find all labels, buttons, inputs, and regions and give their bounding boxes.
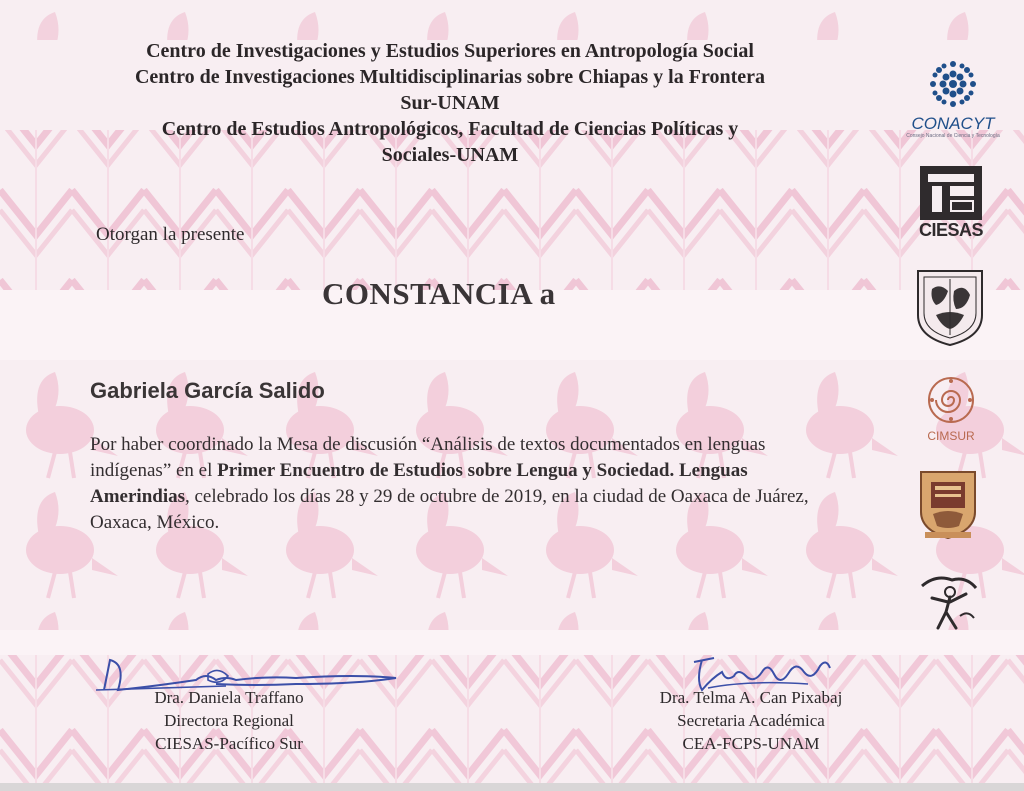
signatory-name: Dra. Telma A. Can Pixabaj [659, 688, 843, 707]
certificate-title: CONSTANCIA a [322, 276, 556, 311]
institution-line-1: Centro de Investigaciones y Estudios Superiores en Antropología Social [146, 40, 754, 62]
cimsur-logo [920, 376, 982, 452]
ciesas-wordmark: CIESAS [918, 220, 984, 240]
conacyt-dots-icon [927, 58, 979, 110]
cimsur-wordmark: CIMSUR [927, 429, 975, 443]
event-name: Primer Encuentro de Estudios sobre Lengua y Sociedad. Lenguas Amerindias [90, 460, 748, 507]
ciesas-logo [918, 166, 984, 244]
institution-line-2: Centro de Investigaciones Multidisciplinarias sobre Chiapas y la Frontera [134, 66, 766, 88]
cimsur-spiral-icon [927, 376, 975, 424]
body-text-1: Por haber coordinado la Mesa de discusión “Análisis de textos documentados en lenguas indígenas” en el [90, 434, 766, 481]
recipient-name: Gabriela García Salido [90, 378, 325, 403]
body-text-2: , celebrado los días 28 y 29 de octubre de 2019, en la ciudad de Oaxaca de Juárez, Oaxaca, México. [90, 486, 809, 533]
ciesas-emblem-icon [920, 166, 982, 220]
signatory-name: Dra. Daniela Traffano [154, 688, 304, 707]
signatory-org: CIESAS-Pacífico Sur [155, 734, 303, 753]
conacyt-logo [888, 58, 1018, 150]
issuing-institutions [60, 38, 840, 168]
signatory-role: Secretaria Académica [677, 711, 825, 730]
cea-figure-icon [916, 572, 982, 632]
institution-line-5: Sociales-UNAM [381, 144, 519, 166]
conacyt-wordmark: CONACYT [911, 114, 995, 133]
signature-block-right [636, 686, 866, 755]
conacyt-subtitle: Consejo Nacional de Ciencia y Tecnología [906, 133, 1000, 139]
intro-text: Otorgan la presente [96, 224, 245, 245]
certificate-body [90, 432, 835, 536]
signature-block-left [104, 686, 354, 755]
unam-seal-icon [910, 265, 990, 347]
institution-line-4: Centro de Estudios Antropológicos, Facultad de Ciencias Políticas y [161, 118, 739, 140]
signatory-role: Directora Regional [164, 711, 294, 730]
signatory-org: CEA-FCPS-UNAM [682, 734, 820, 753]
institution-line-3: Sur-UNAM [400, 92, 500, 114]
facultad-crest-icon [913, 468, 983, 540]
